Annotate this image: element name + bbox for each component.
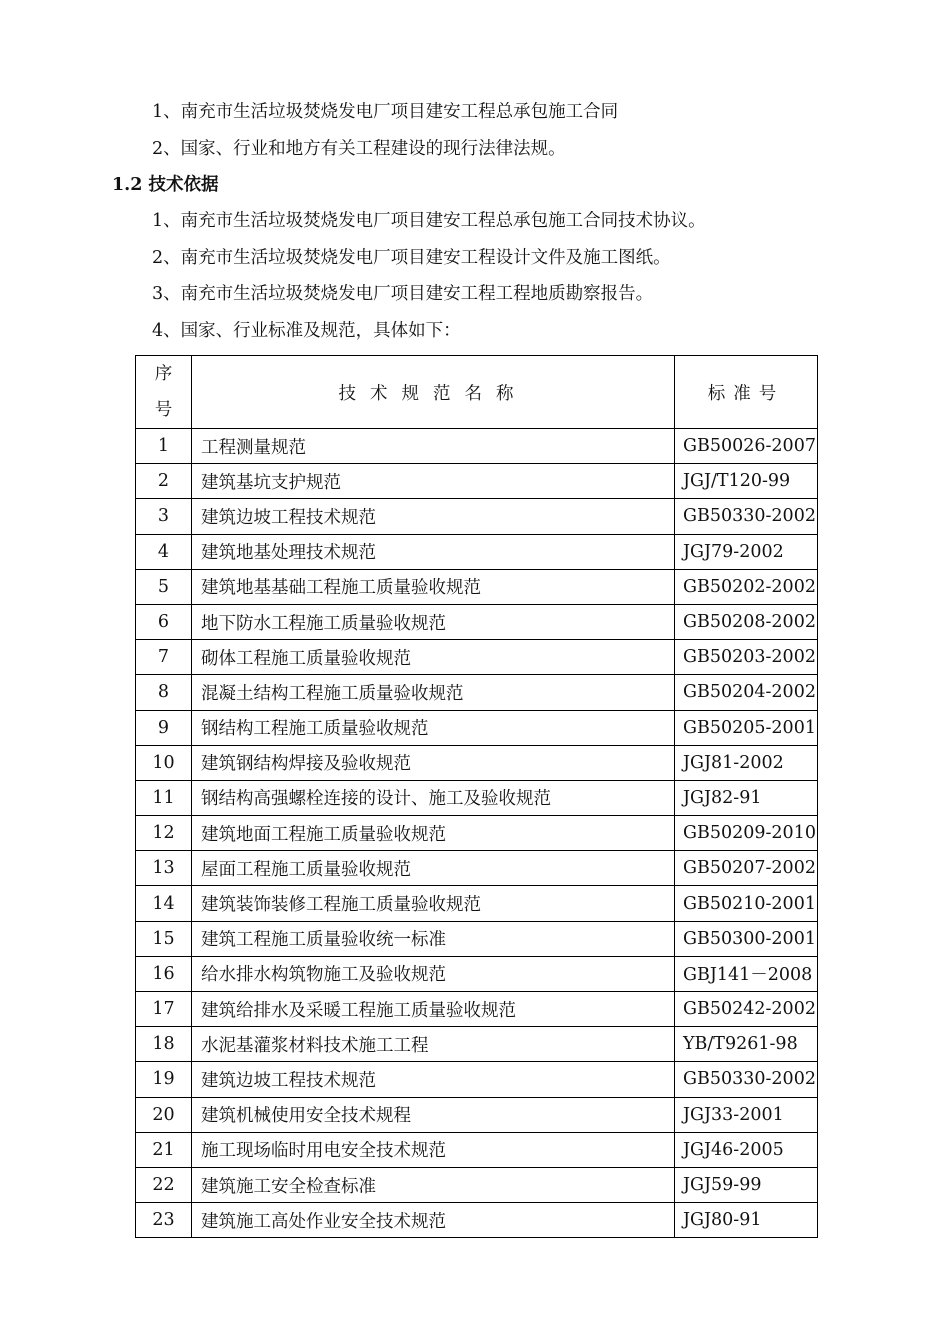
section-heading: 1.2 技术依据 [112, 175, 219, 195]
row-code-cell: JGJ/T120-99 [675, 464, 818, 499]
header-number-line-1: 序 [154, 364, 173, 384]
row-code-cell: GB50242-2002 [675, 992, 818, 1027]
table-row [136, 464, 818, 499]
row-number-cell: 10 [136, 745, 192, 780]
row-code-cell: GB50205-2001 [675, 710, 818, 745]
row-number-cell: 16 [136, 956, 192, 991]
table-row [136, 1167, 818, 1202]
row-name-cell: 建筑机械使用安全技术规程 [192, 1097, 675, 1132]
row-number-cell: 19 [136, 1062, 192, 1097]
row-number-cell: 12 [136, 816, 192, 851]
row-name-cell: 施工现场临时用电安全技术规范 [192, 1132, 675, 1167]
tech-basis-item-4: 4、国家、行业标准及规范，具体如下： [152, 321, 461, 341]
table-row [136, 640, 818, 675]
table-row [136, 1132, 818, 1167]
row-number-cell: 23 [136, 1203, 192, 1238]
row-number-cell: 15 [136, 921, 192, 956]
row-name-cell: 建筑基坑支护规范 [192, 464, 675, 499]
row-code-cell: GB50202-2002 [675, 569, 818, 604]
row-code-cell: GB50330-2002 [675, 1062, 818, 1097]
row-number-cell: 17 [136, 992, 192, 1027]
row-name-cell: 建筑钢结构焊接及验收规范 [192, 745, 675, 780]
row-name-cell: 水泥基灌浆材料技术施工工程 [192, 1027, 675, 1062]
row-name-cell: 地下防水工程施工质量验收规范 [192, 604, 675, 639]
row-number-cell: 14 [136, 886, 192, 921]
table-row [136, 710, 818, 745]
table-row [136, 745, 818, 780]
row-number-cell: 20 [136, 1097, 192, 1132]
row-number-cell: 4 [136, 534, 192, 569]
row-name-cell: 建筑边坡工程技术规范 [192, 499, 675, 534]
row-code-cell: GB50208-2002 [675, 604, 818, 639]
row-code-cell: GB50026-2007 [675, 429, 818, 464]
header-code-cell: 标准号 [675, 356, 818, 429]
row-number-cell: 11 [136, 780, 192, 815]
table-row [136, 886, 818, 921]
row-name-cell: 建筑工程施工质量验收统一标准 [192, 921, 675, 956]
row-code-cell: GBJ141－2008 [675, 956, 818, 991]
row-code-cell: JGJ82-91 [675, 780, 818, 815]
row-number-cell: 6 [136, 604, 192, 639]
header-name-cell: 技术规范名称 [192, 356, 675, 429]
row-number-cell: 7 [136, 640, 192, 675]
row-name-cell: 建筑施工高处作业安全技术规范 [192, 1203, 675, 1238]
table-row [136, 604, 818, 639]
row-number-cell: 3 [136, 499, 192, 534]
row-code-cell: GB50203-2002 [675, 640, 818, 675]
row-number-cell: 18 [136, 1027, 192, 1062]
row-name-cell: 混凝土结构工程施工质量验收规范 [192, 675, 675, 710]
table-row [136, 1097, 818, 1132]
table-row [136, 534, 818, 569]
table-row [136, 1203, 818, 1238]
table-row [136, 429, 818, 464]
row-number-cell: 9 [136, 710, 192, 745]
row-number-cell: 2 [136, 464, 192, 499]
table-row [136, 816, 818, 851]
table-row [136, 1027, 818, 1062]
row-name-cell: 建筑地基基础工程施工质量验收规范 [192, 569, 675, 604]
row-name-cell: 建筑地基处理技术规范 [192, 534, 675, 569]
tech-basis-item-2: 2、南充市生活垃圾焚烧发电厂项目建安工程设计文件及施工图纸。 [152, 248, 671, 268]
row-code-cell: JGJ80-91 [675, 1203, 818, 1238]
tech-basis-item-1: 1、南充市生活垃圾焚烧发电厂项目建安工程总承包施工合同技术协议。 [152, 211, 706, 231]
row-number-cell: 22 [136, 1167, 192, 1202]
table-row [136, 1062, 818, 1097]
table-row [136, 675, 818, 710]
row-name-cell: 工程测量规范 [192, 429, 675, 464]
row-code-cell: GB50209-2010 [675, 816, 818, 851]
row-code-cell: JGJ79-2002 [675, 534, 818, 569]
row-number-cell: 13 [136, 851, 192, 886]
row-number-cell: 21 [136, 1132, 192, 1167]
contract-basis-item-1: 1、南充市生活垃圾焚烧发电厂项目建安工程总承包施工合同 [152, 102, 619, 122]
row-code-cell: YB/T9261-98 [675, 1027, 818, 1062]
row-code-cell: GB50210-2001 [675, 886, 818, 921]
table-row [136, 780, 818, 815]
row-name-cell: 砌体工程施工质量验收规范 [192, 640, 675, 675]
contract-basis-item-2: 2、国家、行业和地方有关工程建设的现行法律法规。 [152, 139, 566, 159]
row-name-cell: 建筑边坡工程技术规范 [192, 1062, 675, 1097]
row-name-cell: 建筑地面工程施工质量验收规范 [192, 816, 675, 851]
header-number-line-2: 号 [154, 400, 173, 420]
row-number-cell: 1 [136, 429, 192, 464]
row-name-cell: 钢结构高强螺栓连接的设计、施工及验收规范 [192, 780, 675, 815]
table-row [136, 992, 818, 1027]
table-header-row [136, 356, 818, 429]
row-code-cell: GB50207-2002 [675, 851, 818, 886]
row-name-cell: 给水排水构筑物施工及验收规范 [192, 956, 675, 991]
tech-basis-item-3: 3、南充市生活垃圾焚烧发电厂项目建安工程工程地质勘察报告。 [152, 284, 654, 304]
row-name-cell: 建筑装饰装修工程施工质量验收规范 [192, 886, 675, 921]
row-number-cell: 5 [136, 569, 192, 604]
standards-table [135, 355, 818, 1238]
table-row [136, 921, 818, 956]
table-row [136, 851, 818, 886]
row-code-cell: JGJ46-2005 [675, 1132, 818, 1167]
table-row [136, 569, 818, 604]
header-number-cell [136, 356, 192, 429]
row-code-cell: GB50300-2001 [675, 921, 818, 956]
row-code-cell: JGJ59-99 [675, 1167, 818, 1202]
row-name-cell: 钢结构工程施工质量验收规范 [192, 710, 675, 745]
row-number-cell: 8 [136, 675, 192, 710]
row-code-cell: GB50330-2002 [675, 499, 818, 534]
table-row [136, 956, 818, 991]
row-name-cell: 建筑给排水及采暖工程施工质量验收规范 [192, 992, 675, 1027]
row-code-cell: JGJ81-2002 [675, 745, 818, 780]
table-row [136, 499, 818, 534]
row-code-cell: GB50204-2002 [675, 675, 818, 710]
row-name-cell: 建筑施工安全检查标准 [192, 1167, 675, 1202]
row-name-cell: 屋面工程施工质量验收规范 [192, 851, 675, 886]
row-code-cell: JGJ33-2001 [675, 1097, 818, 1132]
